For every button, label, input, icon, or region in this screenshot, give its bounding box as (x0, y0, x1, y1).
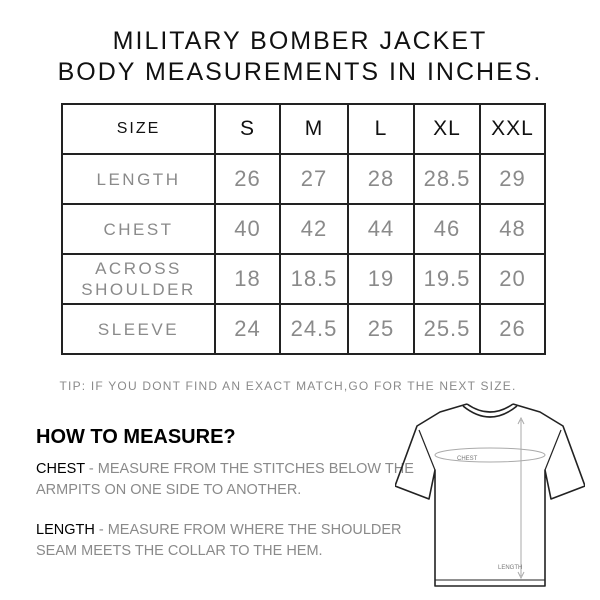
value-cell (348, 154, 414, 204)
table-row-sleeve (62, 304, 545, 354)
size-label: S (239, 117, 255, 140)
value-cell (414, 304, 480, 354)
table-row-across-shoulder (62, 254, 545, 304)
value-cell (414, 254, 480, 304)
row-label: SLEEVE (97, 319, 180, 339)
value-cell (280, 204, 348, 254)
header-label: SIZE (116, 120, 161, 137)
value-cell (215, 154, 280, 204)
value: 24 (234, 316, 261, 341)
header-cell-xxl (480, 104, 545, 154)
size-label: L (374, 117, 388, 140)
value: 19.5 (423, 266, 471, 291)
row-label-cell (62, 304, 215, 354)
value: 46 (433, 216, 461, 241)
row-label-cell (62, 154, 215, 204)
value-cell (414, 204, 480, 254)
value-cell (480, 304, 545, 354)
value: 44 (367, 216, 395, 241)
table-row-chest (62, 204, 545, 254)
value-cell (215, 304, 280, 354)
value-cell (215, 204, 280, 254)
value-cell (348, 254, 414, 304)
value: 18.5 (290, 266, 338, 291)
page-title-line2: BODY MEASUREMENTS IN INCHES. (57, 58, 543, 86)
chest-term: CHEST (36, 461, 85, 477)
value-cell (414, 154, 480, 204)
chest-instructions (36, 459, 416, 501)
value: 25.5 (423, 316, 471, 341)
size-label: XXL (491, 117, 534, 140)
value-cell (348, 204, 414, 254)
length-instructions (36, 520, 416, 562)
value-cell (215, 254, 280, 304)
value-cell (280, 254, 348, 304)
size-label: M (304, 117, 324, 140)
size-label: XL (433, 117, 461, 140)
header-cell-s (215, 104, 280, 154)
value: 19 (367, 266, 395, 291)
table-header-row (62, 104, 545, 154)
value: 27 (300, 166, 328, 191)
value: 48 (499, 216, 526, 241)
value: 26 (499, 316, 526, 341)
value-cell (480, 204, 545, 254)
value-cell (348, 304, 414, 354)
value: 42 (300, 216, 328, 241)
header-cell-m (280, 104, 348, 154)
row-label-cell (62, 204, 215, 254)
length-description: - MEASURE FROM WHERE THE SHOULDER SEAM MEETS THE COLLAR TO THE HEM. (36, 522, 402, 559)
value: 28.5 (423, 166, 471, 191)
row-label-cell (62, 254, 215, 304)
chest-description: - MEASURE FROM THE STITCHES BELOW THE ARMPITS ON ONE SIDE TO ANOTHER. (36, 461, 414, 498)
tshirt-outline-icon (395, 398, 585, 590)
header-cell-size (62, 104, 215, 154)
size-chart-table (61, 103, 546, 355)
value-cell (280, 304, 348, 354)
value-cell (480, 254, 545, 304)
header-cell-l (348, 104, 414, 154)
value-cell (280, 154, 348, 204)
value: 18 (234, 266, 261, 291)
value-cell (480, 154, 545, 204)
value: 40 (234, 216, 261, 241)
length-term: LENGTH (36, 522, 95, 538)
diagram-chest-label: CHEST (457, 456, 478, 462)
value: 29 (499, 166, 526, 191)
page-title-line1: MILITARY BOMBER JACKET (112, 27, 488, 55)
row-label-line1: ACROSS (95, 259, 182, 278)
tip-text: TIP: IF YOU DONT FIND AN EXACT MATCH,GO FOR THE NEXT SIZE. (59, 379, 517, 393)
value: 28 (367, 166, 395, 191)
value: 25 (367, 316, 395, 341)
how-to-heading: HOW TO MEASURE? (36, 426, 236, 448)
row-label: CHEST (103, 219, 174, 239)
value: 24.5 (290, 316, 338, 341)
row-label-line2: SHOULDER (81, 280, 196, 299)
header-cell-xl (414, 104, 480, 154)
value: 26 (234, 166, 261, 191)
value: 20 (499, 266, 526, 291)
row-label: LENGTH (96, 169, 181, 189)
table-row-length (62, 154, 545, 204)
diagram-length-label: LENGTH (498, 565, 523, 571)
